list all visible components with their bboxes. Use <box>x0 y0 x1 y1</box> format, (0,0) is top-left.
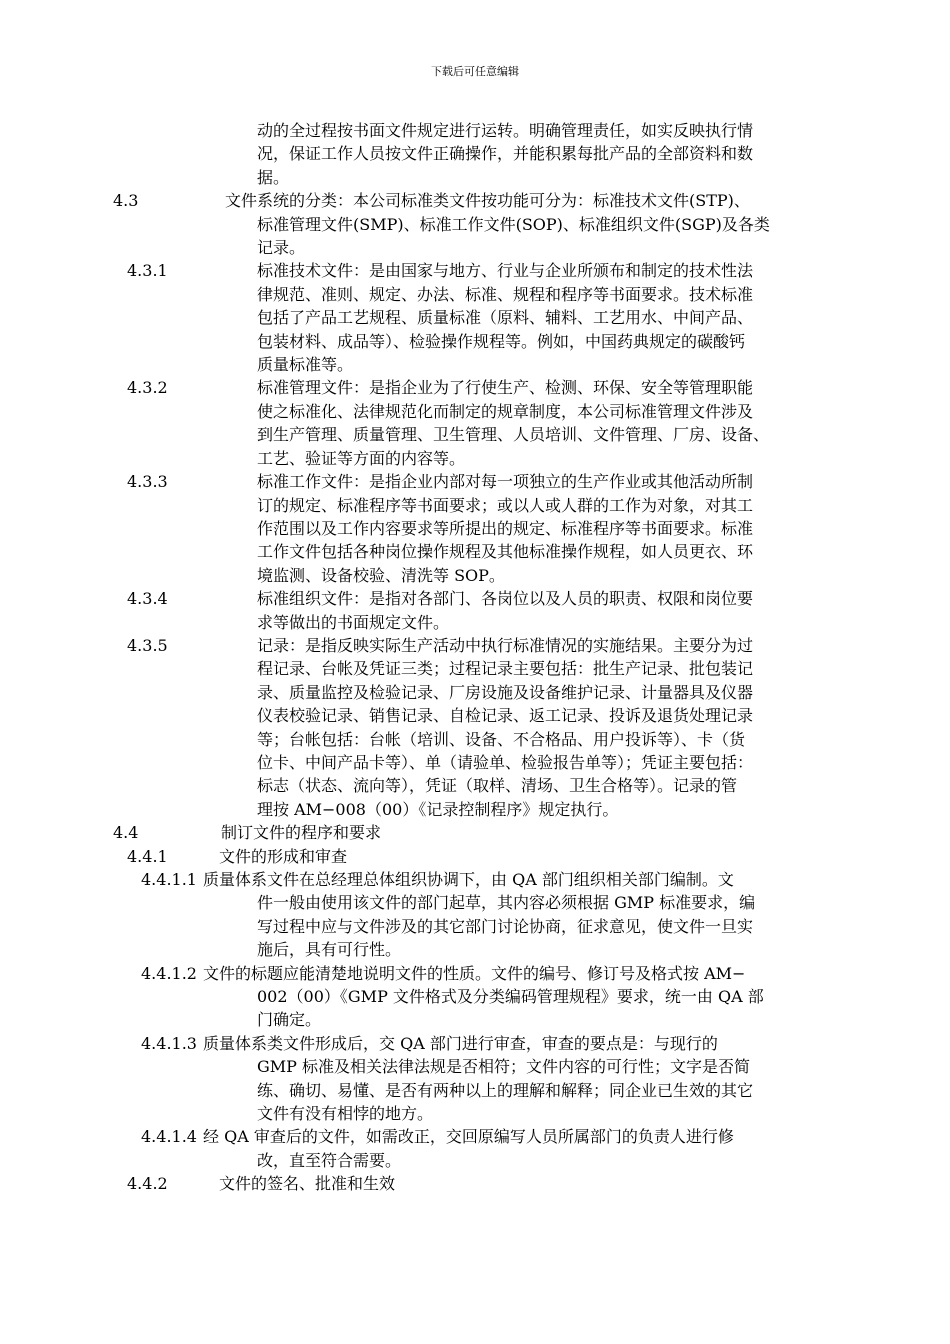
text-line: 质量标准等。 <box>257 355 354 375</box>
text-line: 记录：是指反映实际生产活动中执行标准情况的实施结果。主要分为过 <box>257 635 754 655</box>
text-line: 据。 <box>257 167 290 187</box>
section-number: 4.4.1 <box>127 846 168 866</box>
text-line: 门确定。 <box>257 1010 322 1030</box>
section-number: 4.3 <box>113 191 139 211</box>
section-number: 4.3.1 <box>127 261 168 281</box>
section-number: 4.4 <box>113 823 139 843</box>
text-line: 况，保证工作人员按文件正确操作，并能积累每批产品的全部资料和数 <box>257 144 754 164</box>
text-line: 求等做出的书面规定文件。 <box>257 612 450 632</box>
document-body <box>0 119 950 1196</box>
section-number: 4.4.2 <box>127 1174 168 1194</box>
section-number: 4.4.1.4 <box>141 1127 197 1147</box>
text-line: 标准组织文件：是指对各部门、各岗位以及人员的职责、权限和岗位要 <box>257 589 754 609</box>
text-line: 标准工作文件：是指企业内部对每一项独立的生产作业或其他活动所制 <box>257 472 754 492</box>
text-line: 作范围以及工作内容要求等所提出的规定、标准程序等书面要求。标准 <box>257 518 754 538</box>
text-line: 文件有没有相悖的地方。 <box>257 1104 434 1124</box>
text-line: 质量体系类文件形成后，交 QA 部门进行审查，审查的要点是：与现行的 <box>203 1033 718 1053</box>
section-number: 4.4.1.1 <box>141 870 197 889</box>
text-line: 改，直至符合需要。 <box>257 1150 402 1170</box>
section-4-3-1 <box>0 259 950 376</box>
text-line: 境监测、设备校验、清洗等 SOP。 <box>257 565 505 585</box>
section-heading: 制订文件的程序和要求 <box>221 823 382 843</box>
text-line: 等；台帐包括：台帐（培训、设备、不合格品、用户投诉等）、卡（货 <box>257 729 746 749</box>
text-line: 002（00）《GMP 文件格式及分类编码管理规程》要求，统一由 QA 部 <box>257 987 764 1007</box>
text-line: 文件系统的分类：本公司标准类文件按功能可分为：标准技术文件(STP)、 <box>225 191 750 211</box>
text-line: 件一般由使用该文件的部门起草，其内容必须根据 GMP 标准要求，编 <box>257 893 756 913</box>
section-number: 4.3.3 <box>127 472 168 492</box>
section-4-3-2 <box>0 376 950 470</box>
text-line: 记录。 <box>257 238 306 258</box>
section-number: 4.3.4 <box>127 589 168 609</box>
section-4-3-3 <box>0 470 950 587</box>
section-number: 4.3.5 <box>127 635 168 655</box>
text-line: 律规范、准则、规定、办法、标准、规程和程序等书面要求。技术标准 <box>257 284 754 304</box>
text-line: 到生产管理、质量管理、卫生管理、人员培训、文件管理、厂房、设备、 <box>257 425 770 445</box>
section-heading: 文件的形成和审查 <box>219 846 348 866</box>
section-number: 4.4.1.2 <box>141 963 197 983</box>
text-line: GMP 标准及相关法律法规是否相符；文件内容的可行性；文字是否简 <box>257 1057 751 1077</box>
text-line: 标准技术文件：是由国家与地方、行业与企业所颁布和制定的技术性法 <box>257 261 754 281</box>
section-4-3-4 <box>0 587 950 634</box>
section-4-4-2 <box>0 1172 950 1195</box>
text-line: 订的规定、标准程序等书面要求；或以人或人群的工作为对象，对其工 <box>257 495 754 515</box>
text-line: 动的全过程按书面文件规定进行运转。明确管理责任，如实反映执行情 <box>257 121 754 140</box>
section-4-4-1-3 <box>0 1032 950 1126</box>
section-4-4-1 <box>0 845 950 868</box>
page-header: 下载后可任意编辑 <box>431 65 519 78</box>
text-line: 标准管理文件(SMP)、标准工作文件(SOP)、标准组织文件(SGP)及各类 <box>257 214 770 234</box>
section-4-3-5 <box>0 634 950 821</box>
section-number: 4.3.2 <box>127 378 168 398</box>
text-line: 程记录、台帐及凭证三类；过程记录主要包括：批生产记录、批包装记 <box>257 659 754 679</box>
text-line: 使之标准化、法律规范化而制定的规章制度，本公司标准管理文件涉及 <box>257 401 754 421</box>
text-line: 施后，具有可行性。 <box>257 940 402 960</box>
text-line: 经 QA 审查后的文件，如需改正，交回原编写人员所属部门的负责人进行修 <box>203 1127 734 1147</box>
text-line: 包括了产品工艺规程、质量标准（原料、辅料、工艺用水、中间产品、 <box>257 308 754 328</box>
section-number: 4.4.1.3 <box>141 1033 197 1053</box>
text-line: 写过程中应与文件涉及的其它部门讨论协商，征求意见，使文件一旦实 <box>257 916 754 936</box>
text-line: 包装材料、成品等）、检验操作规程等。例如，中国药典规定的碳酸钙 <box>257 331 746 351</box>
text-line: 录、质量监控及检验记录、厂房设施及设备维护记录、计量器具及仪器 <box>257 682 754 702</box>
text-line: 质量体系文件在总经理总体组织协调下，由 QA 部门组织相关部门编制。文 <box>203 870 734 889</box>
section-heading: 文件的签名、批准和生效 <box>219 1174 396 1194</box>
text-line: 位卡、中间产品卡等）、单（请验单、检验报告单等）；凭证主要包括： <box>257 752 754 772</box>
text-line: 工作文件包括各种岗位操作规程及其他标准操作规程，如人员更衣、环 <box>257 542 754 562</box>
section-4-4-1-1 <box>0 868 950 962</box>
section-4-4-1-4 <box>0 1125 950 1172</box>
text-line: 理按 AM−008（00）《记录控制程序》规定执行。 <box>257 799 619 819</box>
text-line: 仪表校验记录、销售记录、自检记录、返工记录、投诉及退货处理记录 <box>257 706 754 726</box>
text-line: 标志（状态、流向等），凭证（取样、清场、卫生合格等）。记录的管 <box>257 776 738 796</box>
text-line: 文件的标题应能清楚地说明文件的性质。文件的编号、修订号及格式按 AM− <box>203 963 746 983</box>
text-line: 练、确切、易懂、是否有两种以上的理解和解释；同企业已生效的其它 <box>257 1080 754 1100</box>
section-4-4 <box>0 821 950 844</box>
section-4-4-1-2 <box>0 962 950 1032</box>
section-4-3 <box>0 189 950 259</box>
text-line: 工艺、验证等方面的内容等。 <box>257 448 466 468</box>
paragraph-continuation <box>0 119 950 189</box>
text-line: 标准管理文件：是指企业为了行使生产、检测、环保、安全等管理职能 <box>257 378 754 398</box>
